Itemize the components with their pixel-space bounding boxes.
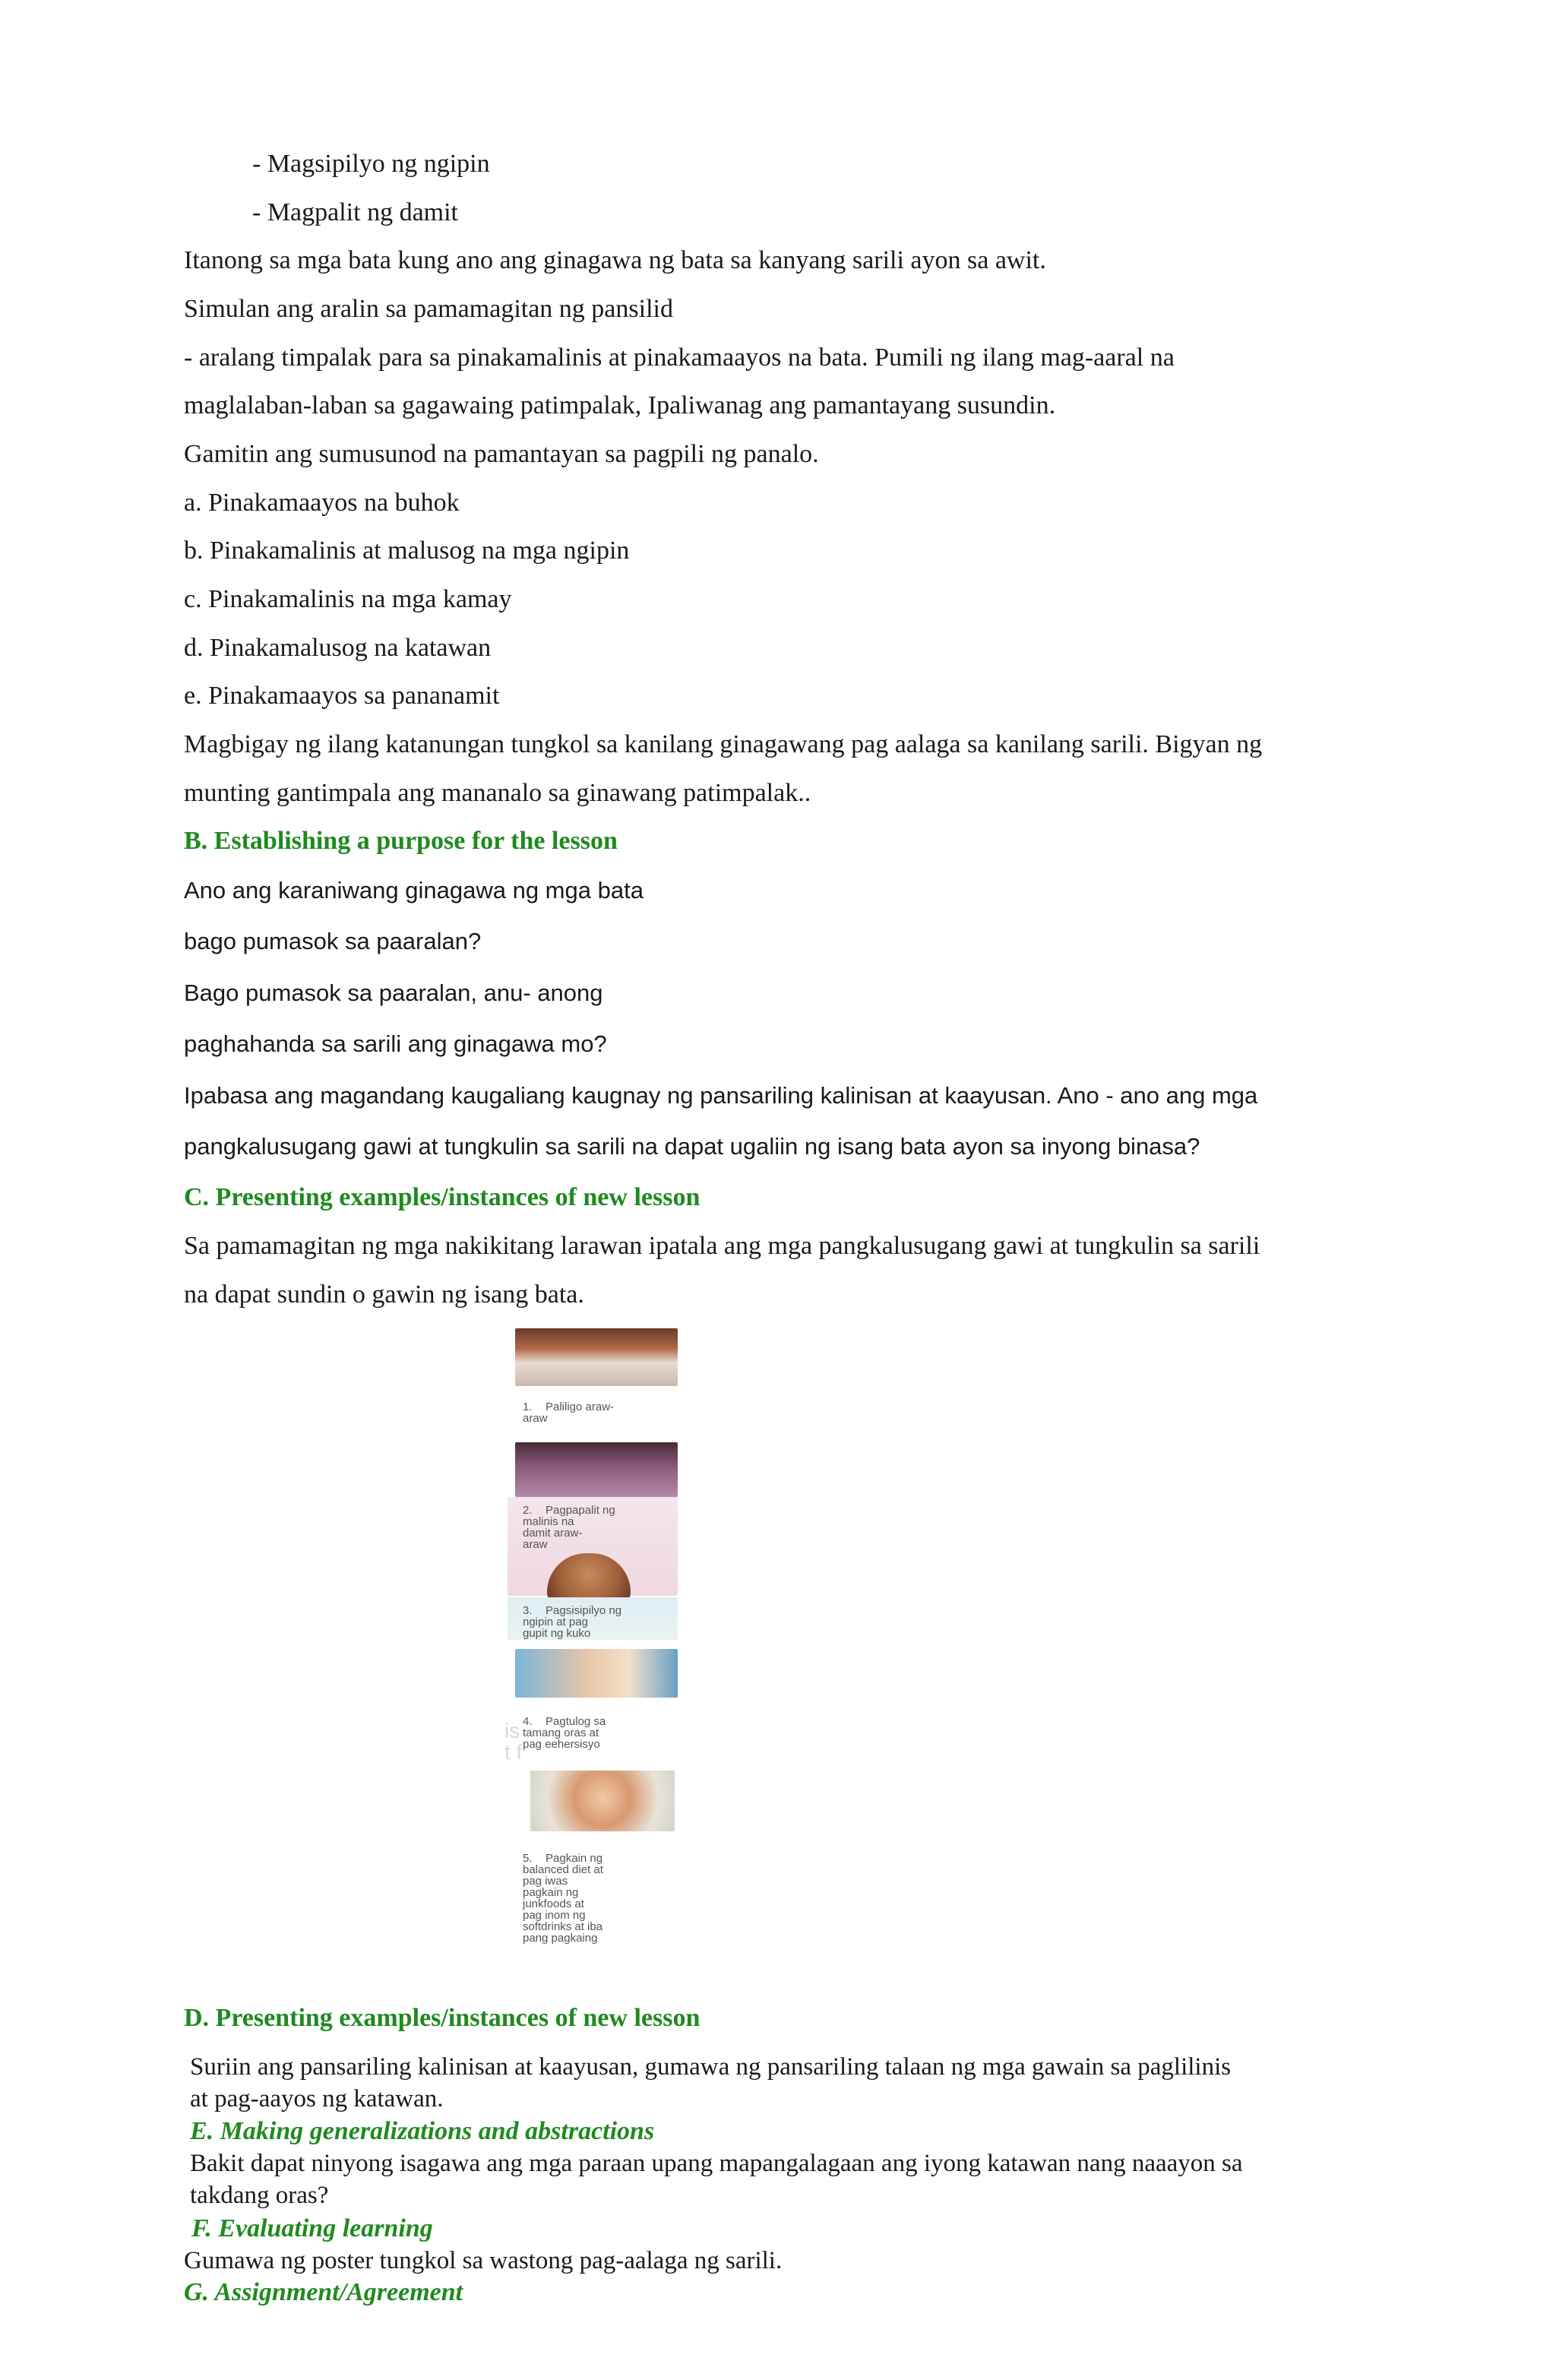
section-e-heading: E. Making generalizations and abstractions [190, 2117, 655, 2145]
section-c-line: na dapat sundin o gawin ng isang bata. [184, 1280, 584, 1309]
instruction-line: maglalaban-laban sa gagawaing patimpalak, Ipaliwanag ang pamantayang susundin. [184, 391, 1056, 419]
hygiene-figure [501, 1322, 684, 1961]
instruction-line: Magbigay ng ilang katanungan tungkol sa kanilang ginagawang pag aalaga sa kanilang sarili. Bigyan ng [184, 730, 1263, 758]
figure-caption: 2. Pagpapalit ng malinis na damit araw- araw [523, 1504, 615, 1551]
instruction-line: munting gantimpala ang mananalo sa ginawang patimpalak.. [184, 779, 811, 807]
criteria-item: e. Pinakamaayos sa pananamit [184, 682, 500, 710]
criteria-item: b. Pinakamalinis at malusog na mga ngipin [184, 536, 630, 565]
figure-caption: 1. Paliligo araw- araw [523, 1400, 615, 1425]
figure-caption: 4. Pagtulog sa tamang oras at pag eehersisyo [523, 1715, 606, 1751]
section-e-line: Bakit dapat ninyong isagawa ang mga paraan upang mapangalagaan ang iyong katawan nang naaayon sa [190, 2150, 1243, 2177]
changing-clothes-photo [515, 1442, 678, 1497]
section-b-line: Ipabasa ang magandang kaugaliang kaugnay ng pansariling kalinisan at kaayusan. Ano - ano ang mga [184, 1082, 1258, 1109]
criteria-item: a. Pinakamaayos na buhok [184, 489, 460, 517]
instruction-line: Itanong sa mga bata kung ano ang ginagawa ng bata sa kanyang sarili ayon sa awit. [184, 246, 1046, 274]
section-c-heading: C. Presenting examples/instances of new lesson [184, 1183, 701, 1211]
criteria-item: c. Pinakamalinis na mga kamay [184, 585, 512, 613]
instruction-line: Gamitin ang sumusunod na pamantayan sa pagpili ng panalo. [184, 440, 819, 468]
figure-caption: 3. Pagsisipilyo ng ngipin at pag gupit ng kuko [523, 1604, 622, 1640]
bathing-photo [515, 1328, 678, 1386]
section-b-line: pangkalusugang gawi at tungkulin sa sarili na dapat ugaliin ng isang bata ayon sa inyong binasa? [184, 1133, 1200, 1160]
section-g-heading: G. Assignment/Agreement [184, 2278, 463, 2306]
section-c-line: Sa pamamagitan ng mga nakikitang larawan ipatala ang mga pangkalusugang gawi at tungkulin sa sarili [184, 1232, 1260, 1260]
section-b-line: Ano ang karaniwang ginagawa ng mga bata [184, 877, 644, 904]
song-line-toothbrush: - Magsipilyo ng ngipin [252, 150, 490, 178]
eating-child-photo [530, 1771, 675, 1831]
section-e-line: takdang oras? [190, 2182, 329, 2209]
watermark-text: is t f [504, 1719, 523, 1764]
section-d-line: at pag-aayos ng katawan. [190, 2085, 444, 2113]
instruction-line: - aralang timpalak para sa pinakamalinis at pinakamaayos na bata. Pumili ng ilang mag-aaral na [184, 343, 1175, 372]
instruction-line: Simulan ang aralin sa pamamagitan ng pansilid [184, 295, 673, 323]
section-b-line: Bago pumasok sa paaralan, anu- anong [184, 980, 603, 1006]
section-b-line: bago pumasok sa paaralan? [184, 928, 482, 954]
figure-caption: 5. Pagkain ng balanced diet at pag iwas pagkain ng junkfoods at pag inom ng softdrinks at iba pang pagkaing [523, 1852, 603, 1945]
section-d-line: Suriin ang pansariling kalinisan at kaayusan, gumawa ng pansariling talaan ng mga gawain sa paglilinis [190, 2053, 1232, 2081]
section-f-line: Gumawa ng poster tungkol sa wastong pag-aalaga ng sarili. [184, 2247, 783, 2274]
song-line-change-clothes: - Magpalit ng damit [252, 198, 459, 226]
section-b-line: paghahanda sa sarili ang ginagawa mo? [184, 1030, 607, 1057]
section-d-heading: D. Presenting examples/instances of new lesson [184, 2004, 701, 2032]
criteria-item: d. Pinakamalusog na katawan [184, 634, 492, 662]
sleeping-child-photo [515, 1649, 678, 1698]
section-b-heading: B. Establishing a purpose for the lesson [184, 827, 618, 855]
section-f-heading: F. Evaluating learning [191, 2214, 433, 2242]
